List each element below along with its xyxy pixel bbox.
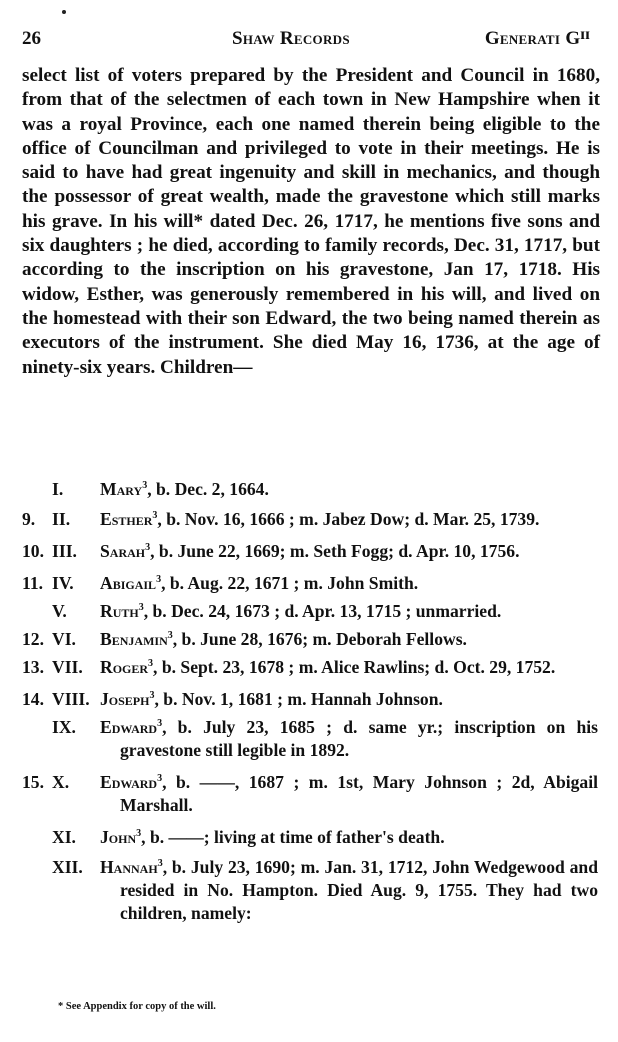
child-details: , b. July 23, 1685 ; d. same yr.; inscription on his gravestone still legible in 1892.	[120, 717, 598, 760]
generation-number: 13.	[22, 657, 44, 677]
generation-number: 9.	[22, 509, 36, 529]
generation-superscript: 3	[148, 658, 154, 670]
child-text	[100, 856, 598, 925]
roman-numeral: X.	[52, 772, 70, 792]
footnote: * See Appendix for copy of the will.	[58, 1001, 216, 1012]
child-entry	[22, 771, 598, 817]
child-name: Joseph	[100, 689, 150, 709]
child-text	[100, 826, 598, 849]
generation-superscript: 3	[136, 828, 142, 840]
generation-superscript: 3	[157, 773, 163, 785]
children-list	[22, 478, 598, 931]
generation-superscript: 3	[145, 542, 151, 554]
paragraph-text: select list of voters prepared by the President and Council in 1680, from that of the selectmen of each town in New Hampshire when it was a royal Province, each one named therein being eligible to the office of Councilman and privileged to vote in their meetings. He is said to have had great ingenuity and skill in mechanics, and though the possessor of great wealth, made the gravestone which still marks his grave. In his will* dated Dec. 26, 1717, he mentions five sons and six daughters ; he died, according to family records, Dec. 31, 1717, but according to the inscription on his gravestone, Jan 17, 1718. His widow, Esther, was generously remembered in his will, and lived on the homestead with their son Edward, the two being named therein as executors of the instrument. She died May 16, 1736, at the age of ninety-six years. Children—	[22, 65, 600, 378]
child-entry	[22, 688, 598, 711]
child-name: Hannah	[100, 857, 158, 877]
child-text	[100, 600, 598, 623]
child-name: Mary	[100, 479, 143, 499]
generation-superscript: 3	[138, 602, 144, 614]
child-entry	[22, 478, 598, 501]
roman-numeral: VIII.	[52, 689, 90, 709]
generation-number: 14.	[22, 689, 44, 709]
child-entry	[22, 540, 598, 563]
child-details: , b. ——, 1687 ; m. 1st, Mary Johnson ; 2d, Abigail Marshall.	[120, 772, 598, 815]
generation-superscript: 3	[167, 630, 173, 642]
generation-superscript: 3	[156, 574, 162, 586]
child-details: , b. ——; living at time of father's death.	[141, 827, 445, 847]
child-entry	[22, 826, 598, 849]
child-text	[100, 540, 598, 563]
child-number	[22, 600, 96, 623]
roman-numeral: IV.	[52, 573, 74, 593]
child-number	[22, 856, 96, 879]
child-number	[22, 688, 96, 711]
generation-superscript: 3	[142, 480, 148, 492]
child-name: Benjamin	[100, 629, 168, 649]
child-name: John	[100, 827, 137, 847]
ink-speck	[62, 10, 66, 14]
child-details: , b. Nov. 16, 1666 ; m. Jabez Dow; d. Mar. 25, 1739.	[157, 509, 540, 529]
child-name: Abigail	[100, 573, 157, 593]
child-text	[100, 716, 598, 762]
child-entry	[22, 856, 598, 925]
generation-number: 10.	[22, 541, 44, 561]
roman-numeral: XII.	[52, 857, 83, 877]
child-name: Esther	[100, 509, 153, 529]
child-text	[100, 628, 598, 651]
roman-numeral: VII.	[52, 657, 83, 677]
child-number	[22, 572, 96, 595]
roman-numeral: IX.	[52, 717, 76, 737]
child-details: , b. Aug. 22, 1671 ; m. John Smith.	[161, 573, 419, 593]
child-number	[22, 508, 96, 531]
child-name: Ruth	[100, 601, 139, 621]
child-number	[22, 540, 96, 563]
child-details: , b. Dec. 2, 1664.	[147, 479, 269, 499]
child-details: , b. Dec. 24, 1673 ; d. Apr. 13, 1715 ; unmarried.	[143, 601, 502, 621]
running-title: Shaw Records	[232, 28, 350, 49]
roman-numeral: V.	[52, 601, 67, 621]
child-text	[100, 688, 598, 711]
child-entry	[22, 508, 598, 531]
child-number	[22, 656, 96, 679]
roman-numeral: XI.	[52, 827, 76, 847]
roman-numeral: III.	[52, 541, 77, 561]
child-details: , b. Nov. 1, 1681 ; m. Hannah Johnson.	[154, 689, 443, 709]
child-number	[22, 628, 96, 651]
child-number	[22, 478, 96, 501]
child-text	[100, 572, 598, 595]
generation-label: Generati Gᴵᴵ	[484, 28, 590, 49]
child-text	[100, 656, 598, 679]
generation-superscript: 3	[157, 718, 163, 730]
child-name: Edward	[100, 717, 158, 737]
child-details: , b. July 23, 1690; m. Jan. 31, 1712, John Wedgewood and resided in No. Hampton. Died Aug. 9, 1755. They had two children, namely:	[120, 857, 598, 923]
roman-numeral: I.	[52, 479, 64, 499]
child-entry	[22, 628, 598, 651]
generation-number: 12.	[22, 629, 44, 649]
body-paragraph	[22, 64, 600, 380]
child-text	[100, 478, 598, 501]
page-header	[22, 28, 590, 52]
child-entry	[22, 656, 598, 679]
child-entry	[22, 716, 598, 762]
child-name: Roger	[100, 657, 149, 677]
page-number: 26	[22, 28, 41, 49]
generation-superscript: 3	[149, 690, 155, 702]
generation-superscript: 3	[157, 858, 163, 870]
generation-number: 11.	[22, 573, 44, 593]
generation-number: 15.	[22, 772, 44, 792]
child-details: , b. June 22, 1669; m. Seth Fogg; d. Apr. 10, 1756.	[150, 541, 520, 561]
child-name: Sarah	[100, 541, 146, 561]
roman-numeral: VI.	[52, 629, 76, 649]
child-entry	[22, 600, 598, 623]
child-details: , b. Sept. 23, 1678 ; m. Alice Rawlins; d. Oct. 29, 1752.	[153, 657, 556, 677]
roman-numeral: II.	[52, 509, 71, 529]
child-number	[22, 771, 96, 794]
child-number	[22, 716, 96, 739]
generation-superscript: 3	[152, 510, 158, 522]
child-entry	[22, 572, 598, 595]
child-details: , b. June 28, 1676; m. Deborah Fellows.	[172, 629, 467, 649]
child-name: Edward	[100, 772, 158, 792]
child-number	[22, 826, 96, 849]
child-text	[100, 771, 598, 817]
child-text	[100, 508, 598, 531]
